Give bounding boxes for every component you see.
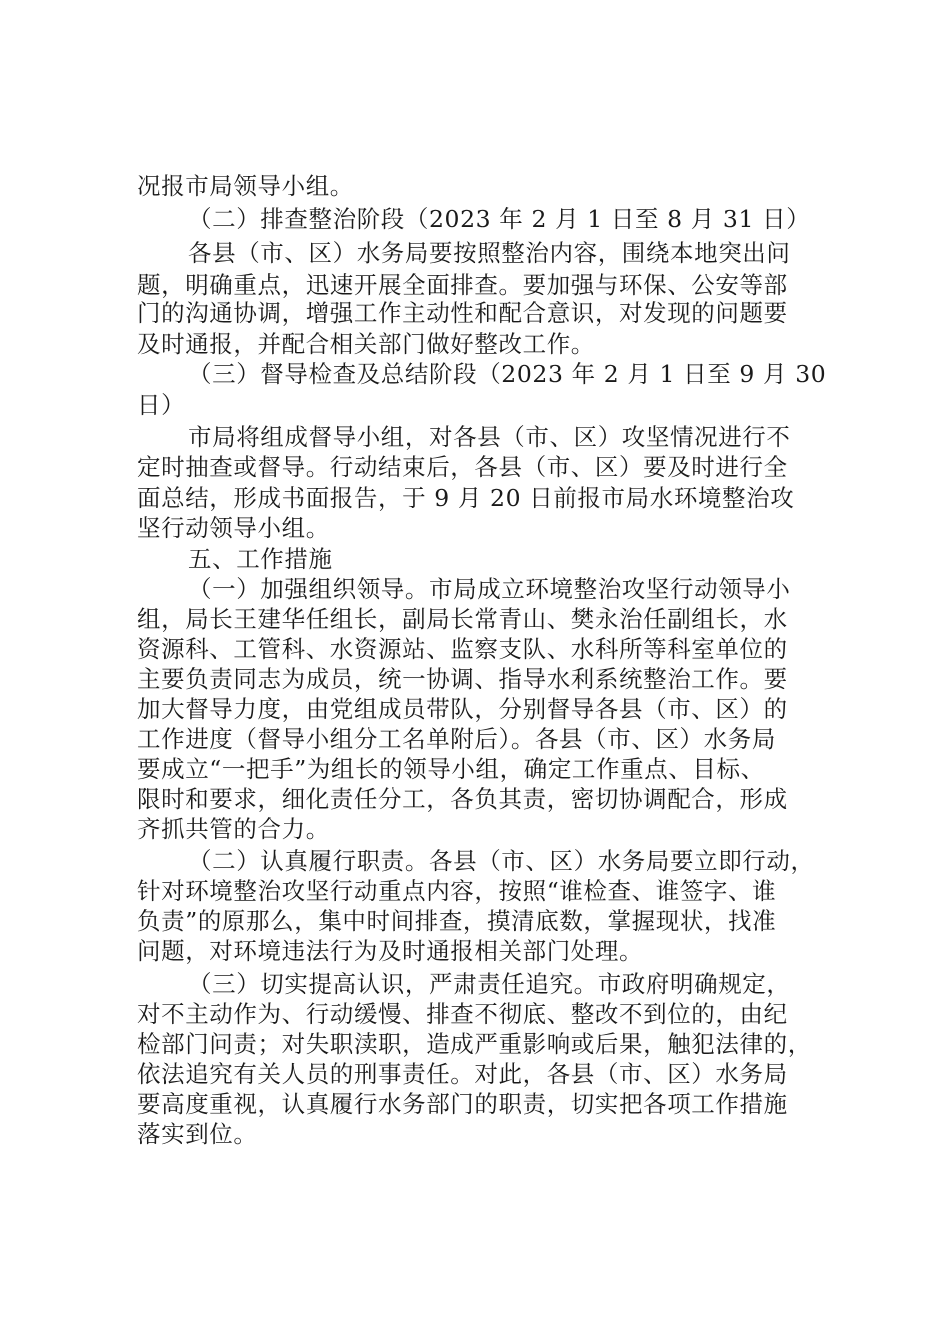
paragraph-start: （一）加强组织领导。市局成立环境整治攻坚行动领导小 bbox=[188, 575, 791, 603]
paragraph-start: （三）切实提高认识，严肃责任追究。市政府明确规定， bbox=[188, 970, 791, 998]
text-line: 面总结，形成书面报告，于 9 月 20 日前报市局水环境整治攻 bbox=[137, 484, 795, 512]
text-line: 检部门问责；对失职渎职，造成严重影响或后果，触犯法律的， bbox=[137, 1030, 812, 1058]
text-line: 资源科、工管科、水资源站、监察支队、水科所等科室单位的 bbox=[137, 635, 788, 663]
section-heading: 五、工作措施 bbox=[188, 545, 333, 573]
text-line: 针对环境整治攻坚行动重点内容，按照“谁检查、谁签字、谁 bbox=[137, 877, 777, 905]
text-line: 日） bbox=[137, 391, 186, 419]
text-line: 坚行动领导小组。 bbox=[137, 514, 330, 542]
text-line: 齐抓共管的合力。 bbox=[137, 815, 330, 843]
paragraph-start: 各县（市、区）水务局要按照整治内容，围绕本地突出问 bbox=[188, 239, 791, 267]
text-line: 依法追究有关人员的刑事责任。对此，各县（市、区）水务局 bbox=[137, 1060, 788, 1088]
text-line: 要成立“一把手”为组长的领导小组，确定工作重点、目标、 bbox=[137, 755, 765, 783]
text-line: 限时和要求，细化责任分工，各负其责，密切协调配合，形成 bbox=[137, 785, 788, 813]
section-heading: （二）排查整治阶段（2023 年 2 月 1 日至 8 月 31 日） bbox=[188, 205, 811, 233]
section-heading: （三）督导检查及总结阶段（2023 年 2 月 1 日至 9 月 30 bbox=[188, 360, 827, 388]
text-line: 题，明确重点，迅速开展全面排查。要加强与环保、公安等部 bbox=[137, 271, 788, 299]
text-line: 加大督导力度，由党组成员带队，分别督导各县（市、区）的 bbox=[137, 695, 788, 723]
text-line: 对不主动作为、行动缓慢、排查不彻底、整改不到位的，由纪 bbox=[137, 1000, 788, 1028]
text-line: 主要负责同志为成员，统一协调、指导水利系统整治工作。要 bbox=[137, 665, 788, 693]
text-line: 工作进度（督导小组分工名单附后）。各县（市、区）水务局 bbox=[137, 725, 776, 753]
text-line: 组，局长王建华任组长，副局长常青山、樊永治任副组长，水 bbox=[137, 605, 788, 633]
text-line: 落实到位。 bbox=[137, 1120, 258, 1148]
paragraph-start: 市局将组成督导小组，对各县（市、区）攻坚情况进行不 bbox=[188, 423, 791, 451]
text-line: 及时通报，并配合相关部门做好整改工作。 bbox=[137, 330, 595, 358]
text-line: 定时抽查或督导。行动结束后，各县（市、区）要及时进行全 bbox=[137, 453, 788, 481]
text-line: 况报市局领导小组。 bbox=[137, 172, 354, 200]
paragraph-start: （二）认真履行职责。各县（市、区）水务局要立即行动， bbox=[188, 847, 815, 875]
text-line: 问题，对环境违法行为及时通报相关部门处理。 bbox=[137, 937, 644, 965]
text-line: 负责”的原那么，集中时间排查，摸清底数，掌握现状，找准 bbox=[137, 907, 777, 935]
text-line: 要高度重视，认真履行水务部门的职责，切实把各项工作措施 bbox=[137, 1090, 788, 1118]
text-line: 门的沟通协调，增强工作主动性和配合意识，对发现的问题要 bbox=[137, 299, 788, 327]
